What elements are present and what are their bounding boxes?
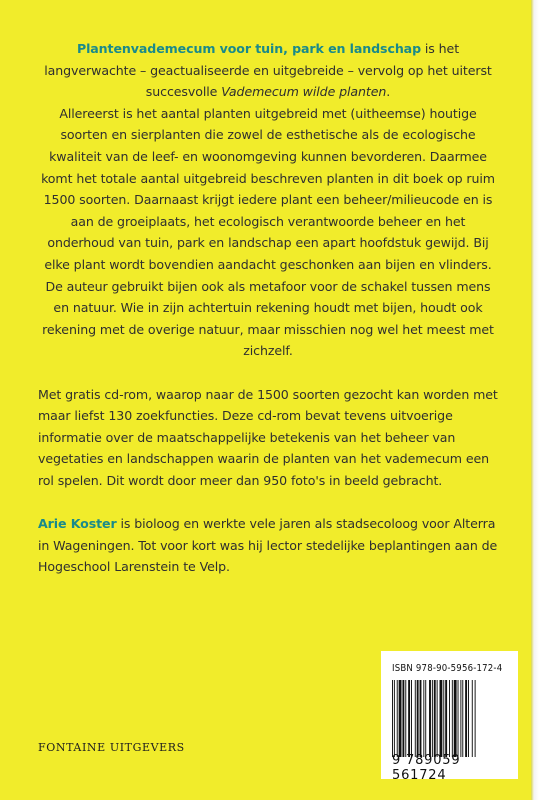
barcode-bar xyxy=(417,680,419,757)
barcode-bar xyxy=(462,680,463,757)
publisher-name: FONTAINE UITGEVERS xyxy=(38,741,185,754)
isbn-label: ISBN 978-90-5956-172-4 xyxy=(392,663,503,674)
barcode-bar xyxy=(432,680,433,757)
barcode-digits: 9 789059 561724 xyxy=(392,753,461,783)
barcode-bar xyxy=(475,680,476,757)
barcode-bar xyxy=(440,680,443,757)
barcode-bar xyxy=(394,680,395,757)
description-paragraph: Allereerst is het aantal planten uitgebreid met (uitheemse) houtige soorten en sierplanten die zowel de esthetische als de ecologische kwaliteit van de leef- en woonomgeving kunnen bevorderen. Daarmee komt het totale aantal uitgebreid beschreven planten in dit boek op ruim 1500 soorten. Daarnaast krijgt iedere plant een beheer/milieucode en is aan de groeiplaats, het ecologisch verantwoorde beheer en het onderhoud van tuin, park en landschap een apart hoofdstuk gewijd. Bij elke plant wordt bovendien aandacht geschonken aan bijen en vlinders. De auteur gebruikt bijen ook als metafoor voor de schakel tussen mens en natuur. Wie in zijn achtertuin rekening houdt met bijen, houdt ook rekening met de overige natuur, maar misschien nog wel het meest met zichzelf. xyxy=(41,105,495,359)
barcode-bar xyxy=(460,680,461,757)
barcode-bar xyxy=(452,680,453,757)
barcode-bar xyxy=(472,680,473,757)
barcode-bar xyxy=(392,680,393,757)
barcode-icon xyxy=(392,680,510,757)
cdrom-paragraph: Met gratis cd-rom, waarop naar de 1500 soorten gezocht kan worden met maar liefst 130 zoekfuncties. Deze cd-rom bevat tevens uitvoerige informatie over de maatschappelijke betekenis van het beheer van vegetaties en landschappen waarin de planten van het vademecum een rol spelen. Dit wordt door meer dan 950 foto's in beeld gebracht. xyxy=(38,386,498,488)
barcode-bar xyxy=(411,680,412,757)
barcode-bar xyxy=(443,680,444,757)
barcode-bar xyxy=(415,680,416,757)
barcode-bar xyxy=(458,680,459,757)
barcode-bar xyxy=(423,680,424,757)
barcode-bar xyxy=(399,680,402,757)
barcode-bar xyxy=(468,680,469,757)
barcode-bar xyxy=(408,680,410,757)
author-bio: is bioloog en werkte vele jaren als stadsecoloog voor Alterra in Wageningen. Tot voor kort was hij lector stedelijke beplantingen aan de Hogeschool Larenstein te Velp. xyxy=(38,516,498,575)
author-name: Arie Koster xyxy=(38,516,117,532)
barcode-bar xyxy=(402,680,404,757)
barcode-bar xyxy=(434,680,436,757)
barcode-bar xyxy=(445,680,447,757)
barcode-bar xyxy=(420,680,422,757)
page-edge xyxy=(531,0,554,800)
intro-paragraph xyxy=(38,38,498,103)
barcode-bar xyxy=(405,680,406,757)
previous-book-title: Vademecum wilde planten xyxy=(221,84,387,100)
barcode-bar xyxy=(449,680,450,757)
book-title: Plantenvademecum voor tuin, park en landschap xyxy=(76,41,421,56)
barcode-bar xyxy=(465,680,467,757)
barcode-bar xyxy=(397,680,398,757)
barcode-bar xyxy=(454,680,457,757)
intro-text: is het langverwachte – geactualiseerde en uitgebreide – vervolg op het uiterst succesvolle xyxy=(44,41,492,100)
barcode-bar xyxy=(425,680,426,757)
blurb-text xyxy=(38,38,498,578)
intro-end: . xyxy=(386,84,391,100)
barcode-bar xyxy=(429,680,431,757)
author-paragraph xyxy=(38,513,498,578)
barcode-bar xyxy=(437,680,438,757)
